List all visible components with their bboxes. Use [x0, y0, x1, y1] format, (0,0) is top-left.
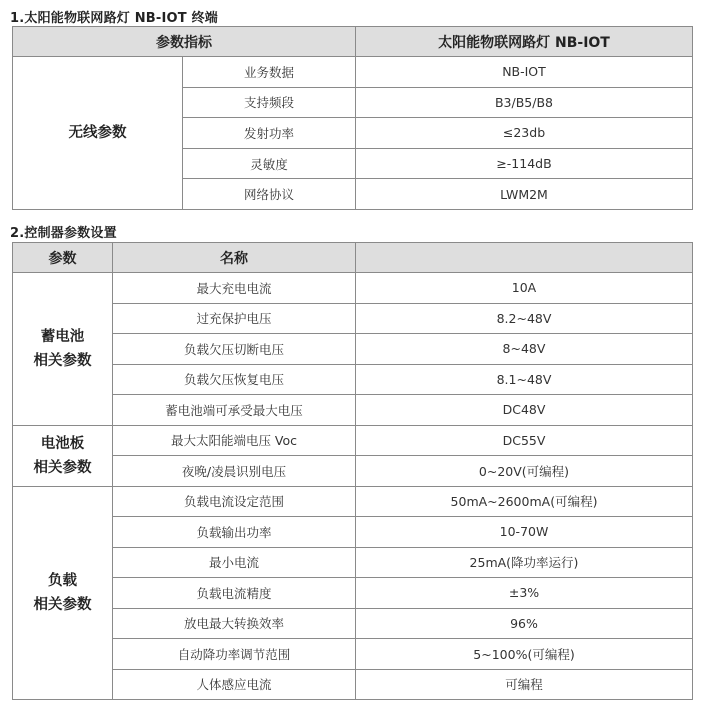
group-label-line1: 电池板	[40, 435, 85, 452]
param-value: 10-70W	[356, 517, 693, 548]
table-row	[13, 456, 693, 487]
param-name: 最大太阳能端电压 Voc	[113, 425, 356, 456]
table-row	[13, 547, 693, 578]
section1-title: 1.太阳能物联网路灯 NB-IOT 终端	[10, 11, 218, 26]
table-header-row	[13, 27, 693, 57]
table-row	[13, 608, 693, 639]
param-value: DC55V	[356, 425, 693, 456]
param-value: 96%	[356, 608, 693, 639]
param-value: 8.2~48V	[356, 303, 693, 334]
param-name: 负载输出功率	[113, 517, 356, 548]
param-value: 可编程	[356, 669, 693, 700]
group-solar-panel	[13, 425, 113, 486]
param-name: 夜晚/凌晨识别电压	[113, 456, 356, 487]
param-value: B3/B5/B8	[356, 87, 693, 118]
table-row	[13, 57, 693, 88]
controller-param-table	[12, 242, 693, 700]
table-header-row	[13, 243, 693, 273]
group-load	[13, 486, 113, 700]
param-name: 发射功率	[183, 118, 356, 149]
table-row	[13, 669, 693, 700]
group-battery	[13, 273, 113, 426]
nbiot-spec-table	[12, 26, 693, 210]
param-name: 蓄电池端可承受最大电压	[113, 395, 356, 426]
header-param-indicator: 参数指标	[13, 27, 356, 57]
param-value: 8.1~48V	[356, 364, 693, 395]
param-name: 过充保护电压	[113, 303, 356, 334]
table-row	[13, 578, 693, 609]
param-value: ≤23db	[356, 118, 693, 149]
table-row	[13, 486, 693, 517]
param-name: 负载欠压恢复电压	[113, 364, 356, 395]
table-row	[13, 273, 693, 304]
param-value: 8~48V	[356, 334, 693, 365]
param-name: 最小电流	[113, 547, 356, 578]
group-label-line2: 相关参数	[33, 596, 92, 613]
param-value: DC48V	[356, 395, 693, 426]
param-name: 网络协议	[183, 179, 356, 210]
group-label-line1: 负载	[48, 572, 77, 589]
param-name: 支持频段	[183, 87, 356, 118]
section2-title: 2.控制器参数设置	[10, 226, 117, 241]
table-row	[13, 639, 693, 670]
table-row	[13, 364, 693, 395]
param-value: ≥-114dB	[356, 148, 693, 179]
param-value: 50mA~2600mA(可编程)	[356, 486, 693, 517]
param-value: 0~20V(可编程)	[356, 456, 693, 487]
param-value: NB-IOT	[356, 57, 693, 88]
group-label-line2: 相关参数	[33, 352, 92, 369]
table-row	[13, 395, 693, 426]
table-row	[13, 303, 693, 334]
param-name: 自动降功率调节范围	[113, 639, 356, 670]
param-name: 人体感应电流	[113, 669, 356, 700]
header-param: 参数	[13, 243, 113, 273]
param-value: 25mA(降功率运行)	[356, 547, 693, 578]
param-name: 最大充电电流	[113, 273, 356, 304]
param-name: 灵敏度	[183, 148, 356, 179]
param-value: 10A	[356, 273, 693, 304]
param-value: 5~100%(可编程)	[356, 639, 693, 670]
param-value: ±3%	[356, 578, 693, 609]
group-label-line2: 相关参数	[33, 459, 92, 476]
param-value: LWM2M	[356, 179, 693, 210]
table-row	[13, 425, 693, 456]
group-wireless: 无线参数	[13, 57, 183, 210]
header-product: 太阳能物联网路灯 NB-IOT	[356, 27, 693, 57]
param-name: 放电最大转换效率	[113, 608, 356, 639]
header-name: 名称	[113, 243, 356, 273]
table-row	[13, 334, 693, 365]
param-name: 负载欠压切断电压	[113, 334, 356, 365]
param-name: 负载电流精度	[113, 578, 356, 609]
table-row	[13, 517, 693, 548]
param-name: 业务数据	[183, 57, 356, 88]
header-value	[356, 243, 693, 273]
param-name: 负载电流设定范围	[113, 486, 356, 517]
group-label-line1: 蓄电池	[40, 328, 85, 345]
